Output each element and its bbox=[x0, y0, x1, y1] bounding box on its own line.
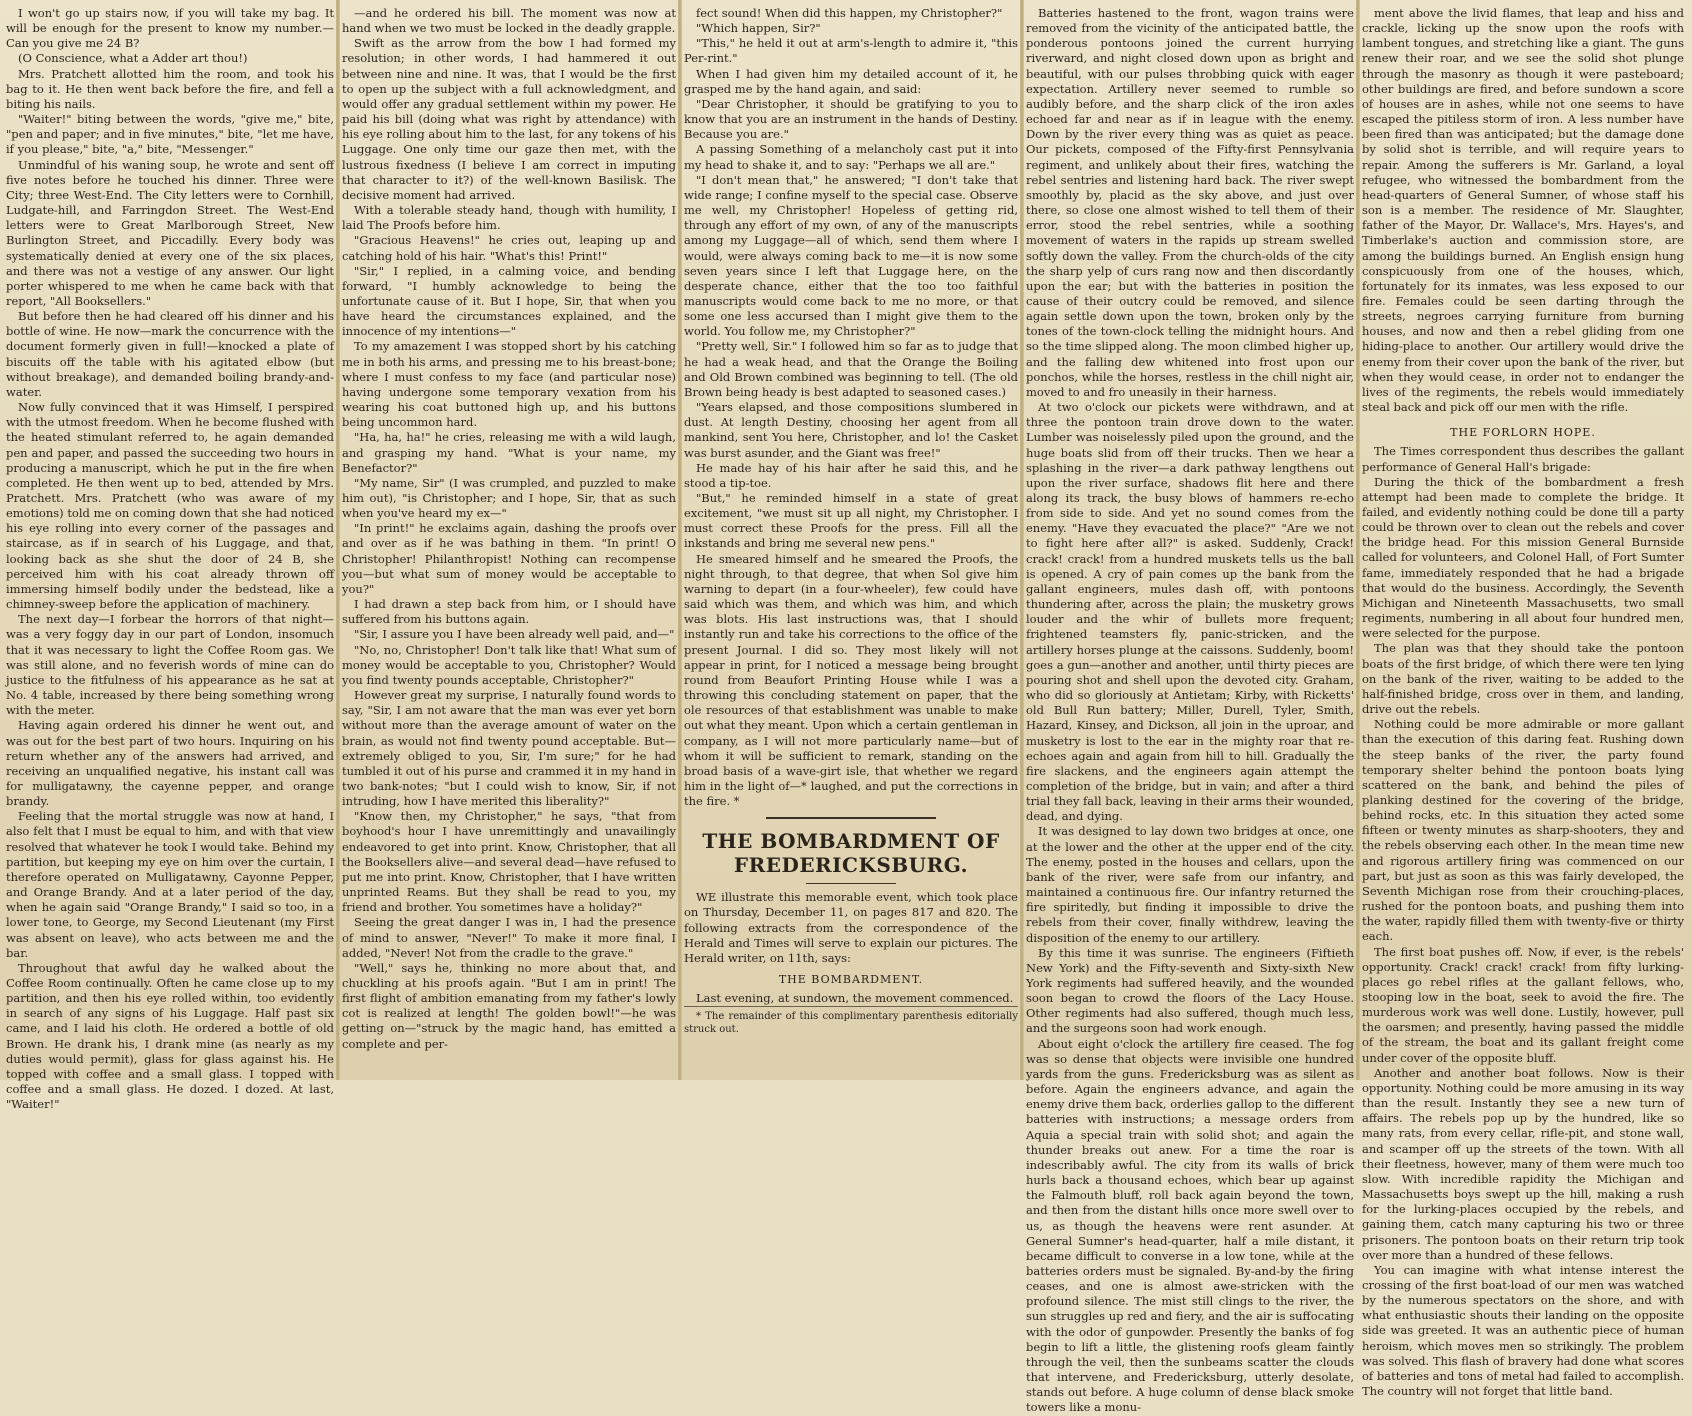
column-3 bbox=[684, 6, 1018, 1076]
paragraph: Seeing the great danger I was in, I had the presence of mind to answer, "Never!" To make it more final, I added, "Never! Not from the cradle to the grave." bbox=[342, 915, 676, 960]
article-heading: THE BOMBARDMENT OF FREDERICKSBURG. bbox=[702, 829, 1000, 878]
paragraph: Another and another boat follows. Now is their opportunity. Nothing could be more amusing in its way than the result. Instantly they see a new turn of affairs. The rebels pop up by the hundred, like so many rats, from every cellar, rifle-pit, and stone wall, and scamper off up the streets of the town. With all their fleetness, however, many of them were much too slow. With incredible rapidity the Michigan and Massachusetts boys swept up the hill, making a rush for the lurking-places occupied by the rebels, and gaining them, catch many capturing his two or three prisoners. The pontoon boats on their return trip took over more than a hundred of these fellows. bbox=[1362, 1065, 1684, 1262]
section-heading: THE FORLORN HOPE. bbox=[1450, 426, 1596, 440]
section-rule bbox=[806, 883, 896, 884]
paragraph: "Years elapsed, and those compositions slumbered in dust. At length Destiny, choosing her agent from all mankind, sent You here, Christopher, and lo! the Casket was burst asunder, and the Giant was free!" bbox=[684, 400, 1018, 460]
paragraph: "My name, Sir" (I was crumpled, and puzzled to make him out), "is Christopher; and I hope, Sir, that as such when you've heard my ex—" bbox=[342, 475, 676, 521]
paragraph: The Times correspondent thus describes the gallant performance of General Hall's brigade: bbox=[1362, 444, 1684, 474]
paragraph: "Gracious Heavens!" he cries out, leaping up and catching hold of his hair. "What's this! Print!" bbox=[342, 233, 676, 263]
column-5-top bbox=[1362, 6, 1684, 415]
paragraph: Swift as the arrow from the bow I had formed my resolution; in other words, I had hammered it out between nine and nine. It was, that I would be the first to open up the subject with a full acknowledgment, and would offer any gradual settlement within my power. He paid his bill (doing what was right by attendance) with his eye rolling about him to the last, for any tokens of his Luggage. One only time our gaze then met, with the lustrous fixedness (I believe I am correct in imputing that character to it?) of the well-known Basilisk. The decisive moment had arrived. bbox=[342, 36, 676, 202]
paragraph: I had drawn a step back from him, or I should have suffered from his buttons again. bbox=[342, 597, 676, 627]
paragraph: ment above the livid flames, that leap and hiss and crackle, licking up the snow upon the roofs with lambent tongues, and stretching like a giant. The guns renew their roar, and we see the solid shot plunge through the masonry as though it were pasteboard; other buildings are fired, and before sundown a score of houses are in ashes, while not one seems to have escaped the pitiless storm of iron. A less number have been fired than was anticipated; but the damage done by solid shot is terrible, and will require years to repair. Among the sufferers is Mr. Garland, a loyal refugee, who witnessed the bombardment from the head-quarters of General Sumner, of whose staff his son is a member. The residence of Mr. Slaughter, father of the Mayor, Dr. Wallace's, Mrs. Hayes's, and Timberlake's auction and commission store, are among the buildings burned. An English ensign hung conspicuously from one of the houses, which, fortunately for its inmates, was less exposed to our fire. Females could be seen darting through the streets, negroes carrying furniture from burning houses, and now and then a rebel gliding from one hiding-place to another. Our artillery would drive the enemy from their cover upon the bank of the river, but when they would cease, in order not to endanger the lives of the regiments, the rebels would immediately steal back and pick off our men with the rifle. bbox=[1362, 6, 1684, 415]
paragraph: "This," he held it out at arm's-length to admire it, "this Per-rint." bbox=[684, 36, 1018, 66]
section-rule bbox=[766, 817, 936, 819]
article-first-line: Last evening, at sundown, the movement commenced. bbox=[696, 991, 1014, 1006]
paragraph: (O Conscience, what a Adder art thou!) bbox=[18, 51, 248, 66]
paragraph: Unmindful of his waning soup, he wrote and sent off five notes before he touched his dinner. Three were City; three West-End. The City letters were to Cornhill, Ludgate-hill, and Farringdon Street. The West-End letters were to Great Marlborough Street, New Burlington Street, and Piccadilly. Every body was systematically denied at every one of the six places, and there was not a vestige of any answer. Our light porter whispered to me when he came back with that report, "All Booksellers." bbox=[6, 157, 334, 308]
paragraph: "Ha, ha, ha!" he cries, releasing me with a wild laugh, and grasping my hand. "What is your name, my Benefactor?" bbox=[342, 430, 676, 475]
paragraph: "Well," says he, thinking no more about that, and chuckling at his proofs again. "But I am in print! The first flight of ambition emanating from my father's lowly cot is realized at length! The golden bowl!"—he was getting on—"struck by the magic hand, has emitted a complete and per- bbox=[342, 960, 676, 1051]
paragraph: "Sir," I replied, in a calming voice, and bending forward, "I humbly acknowledge to being the unfortunate cause of it. But I hope, Sir, that when you have heard the circumstances explained, and the innocence of my intentions—" bbox=[342, 263, 676, 339]
column-5-bottom bbox=[1362, 444, 1684, 1399]
paragraph: Feeling that the mortal struggle was now at hand, I also felt that I must be equal to him, and with that view resolved that whatever he took I would take. Behind my partition, but keeping my eye on him over the curtain, I therefore operated on Mulligatawny, Cayonne Pepper, and Orange Brandy. And at a later period of the day, when he again said "Orange Brandy," I said so too, in a lower tone, to George, my Second Lieutenant (my First was absent on leave), who acts between me and the bar. bbox=[6, 809, 334, 960]
paragraph: Batteries hastened to the front, wagon trains were removed from the vicinity of the anticipated battle, the ponderous pontoons joined the current hurrying riverward, and night closed down upon as bright and beautiful, with our pulses throbbing quick with eager expectation. Artillery never seemed to rumble so audibly before, and the sharp click of the iron axles echoed far and near as if in league with the enemy. Down by the river every thing was as quiet as peace. Our pickets, composed of the Fifty-first Pennsylvania regiment, and unlikely about their fires, watching the rebel sentries and listening hard back. The river swept smoothly by, placid as the sky above, and just over there, so close one almost wished to tell them of their error, stood the rebel sentries, while a soothing movement of waters in the rapids up stream swelled softly down the valley. From the church-olds of the city the sharp yelp of curs rang now and then discordantly upon the ear; but with the batteries in position the cause of their outcry could be removed, and silence again settle down upon the town, broken only by the tones of the town-clock telling the midnight hours. And so the time slipped along. The moon climbed higher up, and the falling dew whitened into frost upon our ponchos, while the horses, restless in the chill night air, moved to and fro uneasily in their harness. bbox=[1026, 6, 1354, 399]
column-divider bbox=[1356, 0, 1360, 1080]
paragraph: Now fully convinced that it was Himself, I perspired with the utmost freedom. When he become flushed with the heated stimulant referred to, he again demanded pen and paper, and passed the succeeding two hours in producing a manuscript, which he put in the fire when completed. He then went up to bed, attended by Mrs. Pratchett. Mrs. Pratchett (who was aware of my emotions) told me on coming down that she had noticed his eye rolling into every corner of the passages and staircase, as if in search of his Luggage, and that, looking back as she shut the door of 24 B, she perceived him with his coat already thrown off immersing himself bodily under the bedstead, like a chimney-sweep before the application of machinery. bbox=[6, 400, 334, 612]
column-divider bbox=[678, 0, 682, 1080]
column-3-story bbox=[684, 6, 1018, 809]
paragraph: "But," he reminded himself in a state of great excitement, "we must sit up all night, my Christopher. I must correct these Proofs for the press. Fill all the inkstands and bring me several new pens." bbox=[684, 491, 1018, 551]
paragraph: "Know then, my Christopher," he says, "that from boyhood's hour I have unremittingly and unavailingly endeavored to get into print. Know, Christopher, that all the Booksellers alive—and several dead—have refused to put me into print. Know, Christopher, that I have written unprinted Reams. But they shall be read to you, my friend and brother. You sometimes have a holiday?" bbox=[342, 809, 677, 915]
paragraph: "Pretty well, Sir." I followed him so far as to judge that he had a weak head, and that the Orange the Boiling and Old Brown combined was beginning to tell. (The old Brown being heady is best adapted to seasoned cases.) bbox=[684, 339, 1018, 399]
column-2 bbox=[342, 6, 676, 1076]
paragraph: fect sound! When did this happen, my Christopher?" bbox=[696, 6, 1003, 20]
paragraph: During the thick of the bombardment a fresh attempt had been made to complete the bridge. It failed, and evidently nothing could be done till a party could be thrown over to clean out the rebels and cover the bridge head. For this mission General Burnside called for volunteers, and Colonel Hall, of Fort Sumter fame, immediately responded that he had a brigade that would do the business. Accordingly, the Seventh Michigan and Nineteenth Massachusetts, two small regiments, numbering in all about four hundred men, were selected for the purpose. bbox=[1362, 474, 1684, 641]
paragraph: "I don't mean that," he answered; "I don't take that wide range; I confine myself to the special case. Observe me well, my Christopher! Hopeless of getting rid, through any effort of my own, of any of the manuscripts among my Luggage—all of which, send them where I would, were always coming back to me—it is now some seven years since I left that Luggage here, on the desperate chance, either that the too too faithful manuscripts would come back to me no more, or that some one less accursed than I might give them to the world. You follow me, my Christopher?" bbox=[684, 172, 1018, 339]
paragraph: Mrs. Pratchett allotted him the room, and took his bag to it. He then went back before the fire, and fell a biting his nails. bbox=[6, 66, 334, 111]
column-1 bbox=[6, 6, 334, 1112]
paragraph: "No, no, Christopher! Don't talk like that! What sum of money would be acceptable to you, Christopher? Would you find twenty pounds acceptable, Christopher?" bbox=[342, 642, 676, 687]
paragraph: Throughout that awful day he walked about the Coffee Room continually. Often he came close up to my partition, and then his eye rolled within, too evidently in search of any signs of his Luggage. Half past six came, and I laid his cloth. He ordered a bottle of old Brown. He drank his, I drank mine (as nearly as my duties would permit), glass for glass against his. He topped with coffee and a small glass. I topped with coffee and a small glass. He dozed. I dozed. At last, "Waiter!" bbox=[6, 960, 334, 1112]
paragraph: However great my surprise, I naturally found words to say, "Sir, I am not aware that the man was ever yet born without more than the average amount of water on the brain, as would not find twenty pound acceptable. But—extremely obliged to you, Sir, I'm sure;" for he had tumbled it out of his purse and crammed it in my hand in two bank-notes; "but I could wish to know, Sir, if not intruding, how I have merited this liberality?" bbox=[342, 688, 676, 809]
paragraph: —and he ordered his bill. The moment was now at hand when we two must be locked in the deadly grapple. bbox=[342, 6, 676, 36]
column-divider bbox=[336, 0, 340, 1080]
paragraph: He smeared himself and he smeared the Proofs, the night through, to that degree, that when Sol give him warning to depart (in a four-wheeler), few could have said which was them, and which was him, and which was blots. His last instructions was, that I should instantly run and take his corrections to the office of the present Journal. I did so. They most likely will not appear in print, for I noticed a message being brought round from Beaufort Printing House while I was a throwing this concluding statement on paper, that the ole resources of that establishment was unable to make out what they meant. Upon which a certain gentleman in company, as I will not more particularly name—but of whom it will be sufficient to remark, standing on the broad basis of a wave-girt isle, that whether we regard him in the light of—* laughed, and put the corrections in the fire. * bbox=[684, 551, 1018, 809]
paragraph: He made hay of his hair after he said this, and he stood a tip-toe. bbox=[684, 460, 1018, 490]
paragraph: "Dear Christopher, it should be gratifying to you to know that you are an instrument in the hands of Destiny. Because you are." bbox=[684, 96, 1018, 142]
column-5 bbox=[1362, 6, 1684, 1399]
article-subheading: THE BOMBARDMENT. bbox=[778, 973, 924, 987]
paragraph: "Waiter!" biting between the words, "give me," bite, "pen and paper; and in five minutes," bite, "let me have, if you please," bite, "a," bite, "Messenger." bbox=[6, 112, 334, 157]
column-4 bbox=[1026, 6, 1354, 1415]
paragraph: It was designed to lay down two bridges at once, one at the lower and the other at the upper end of the city. The enemy, posted in the houses and cellars, upon the bank of the river, were safe from our infantry, and maintained a continuous fire. Our infantry returned the fire spiritedly, but finding it impossible to drive the rebels from their cover, finally withdrew, leaving the disposition of the enemy to our artillery. bbox=[1026, 824, 1354, 945]
paragraph: Having again ordered his dinner he went out, and was out for the best part of two hours. Inquiring on his return whether any of the answers had arrived, and receiving an unqualified negative, his instant call was for mulligatawny, the cayenne pepper, and orange brandy. bbox=[6, 718, 334, 809]
paragraph: About eight o'clock the artillery fire ceased. The fog was so dense that objects were invisible one hundred yards from the guns. Fredericksburg was as silent as before. Again the engineers advance, and again the enemy drive them back, orderlies gallop to the different batteries with instructions; a message orders from Aquia a special train with solid shot; and again the thunder breaks out anew. For a time the roar is indescribably awful. The city from its walls of brick hurls back a thousand echoes, which bear up against the Falmouth bluff, roll back again beyond the town, and then from the distant hills once more swell over to us, as though the heavens were rent asunder. At General Sumner's head-quarter, half a mile distant, it became difficult to converse in a low tone, while at the batteries orders must be signaled. By-and-by the firing ceases, and one is almost awe-stricken with the profound silence. The mist still clings to the river, the sun struggles up red and fiery, and the air is suffocating with the odor of gunpowder. Presently the banks of fog begin to lift a little, the glistening roofs gleam faintly through the veil, then the sunbeams scatter the clouds that intervene, and Fredericksburg, utterly desolate, stands out before. A huge column of dense black smoke towers like a monu- bbox=[1026, 1036, 1354, 1415]
paragraph: The plan was that they should take the pontoon boats of the first bridge, of which there were ten lying on the bank of the river, waiting to be added to the half-finished bridge, cross over in them, and landing, drive out the rebels. bbox=[1362, 641, 1684, 717]
paragraph: The first boat pushes off. Now, if ever, is the rebels' opportunity. Crack! crack! crack! from fifty lurking-places go rebel rifles at the gallant fellows, who, stooping low in the boat, seek to avoid the fire. The murderous work was well done. Lustily, however, pull the oarsmen; and presently, having passed the middle of the stream, the boat and its gallant freight come under cover of the opposite bluff. bbox=[1362, 944, 1684, 1065]
paragraph: You can imagine with what intense interest the crossing of the first boat-load of our men was watched by the numerous spectators on the shore, and with what enthusiastic shouts their landing on the opposite side was greeted. It was an authentic piece of human heroism, which moves men so strikingly. The problem was solved. This flash of bravery had done what scores of batteries and tons of metal had failed to accomplish. The country will not forget that little band. bbox=[1362, 1262, 1684, 1399]
column-divider bbox=[1020, 0, 1024, 1080]
paragraph: By this time it was sunrise. The engineers (Fiftieth New York) and the Fifty-seventh and Sixty-sixth New York regiments had suffered heavily, and the wounded soon began to crowd the floors of the Lacy House. Other regiments had also suffered, though much less, and the surgeons soon had work enough. bbox=[1026, 945, 1354, 1036]
paragraph: "In print!" he exclaims again, dashing the proofs over and over as if he was bathing in them. "In print! O Christopher! Philanthropist! Nothing can recompense you—but what sum of money would be acceptable to you?" bbox=[342, 521, 676, 596]
footnote: * The remainder of this complimentary parenthesis editorially struck out. bbox=[684, 1006, 1018, 1036]
paragraph: To my amazement I was stopped short by his catching me in both his arms, and pressing me to his breast-bone; where I must confess to my face (and particular nose) having undergone some temporary vexation from his wearing his coat buttoned high up, and his buttons being uncommon hard. bbox=[342, 339, 676, 430]
paragraph: With a tolerable steady hand, though with humility, I laid The Proofs before him. bbox=[342, 203, 676, 233]
paragraph: At two o'clock our pickets were withdrawn, and at three the pontoon train drove down to the water. Lumber was noiselessly piled upon the ground, and the huge boats slid from off their trucks. Then we hear a splashing in the river—a dark pathway lengthens out upon the river surface, shadows flit here and there along its track, the busy blows of hammers re-echo from side to side. And yet no sound comes from the enemy. "Have they evacuated the place?" "Are we not to fight here after all?" is asked. Suddenly, Crack! crack! crack! from a hundred muskets tells us the ball is opened. A cry of pain comes up the bank from the gallant engineers, mules dash off, with pontoons thundering after, across the plain; the musketry grows louder and the whir of bullets more frequent; frightened teamsters fly, panic-stricken, and the artillery horses plunge at the caissons. Suddenly, boom! goes a gun—another and another, until thirty pieces are pouring shot and shell upon the devoted city. Graham, who did so gloriously at Antietam; Kirby, with Ricketts' old Bull Run battery; Miller, Durell, Tyler, Smith, Hazard, Kinsey, and Dickson, all join in the uproar, and musketry is lost to the ear in the mighty roar that re-echoes again and again from hill to hill. Gradually the fire slackens, and the engineers again attempt the completion of the bridge, but in vain; and after a third trial they fall back, leaving in their arms their wounded, dead, and dying. bbox=[1026, 400, 1354, 824]
paragraph: A passing Something of a melancholy cast put it into my head to shake it, and to say: "Perhaps we all are." bbox=[684, 142, 1018, 172]
paragraph: The next day—I forbear the horrors of that night—was a very foggy day in our part of London, insomuch that it was necessary to light the Coffee Room gas. We was still alone, and no feverish words of mine can do justice to the fitfulness of his appearance as he sat at No. 4 table, increased by there being something wrong with the meter. bbox=[6, 612, 334, 718]
paragraph: Nothing could be more admirable or more gallant than the execution of this daring feat. Rushing down the steep banks of the river, the party found temporary shelter behind the pontoon boats lying scattered on the bank, and behind the piles of planking destined for the covering of the bridge, behind rocks, etc. In this situation they acted some fifteen or twenty minutes as sharp-shooters, they and the rebels observing each other. In the mean time new and rigorous artillery firing was commenced on our part, but just as soon as this was fairly developed, the Seventh Michigan rose from their crouching-places, rushed for the pontoon boats, and pushing them into the water, rapidly filled them with twenty-five or thirty each. bbox=[1362, 717, 1684, 944]
paragraph: When I had given him my detailed account of it, he grasped me by the hand again, and said: bbox=[684, 66, 1018, 96]
paragraph: But before then he had cleared off his dinner and his bottle of wine. He now—mark the concurrence with the document formerly given in full!—knocked a plate of biscuits off the table with his agitated elbow (but without breakage), and demanded boiling brandy-and-water. bbox=[6, 309, 334, 399]
paragraph: "Sir, I assure you I have been already well paid, and—" bbox=[354, 627, 675, 642]
paragraph: I won't go up stairs now, if you will take my bag. It will be enough for the present to know my number.—Can you give me 24 B? bbox=[6, 6, 334, 51]
paragraph: "Which happen, Sir?" bbox=[696, 21, 821, 36]
article-intro: WE illustrate this memorable event, which took place on Thursday, December 11, on pages 817 and 820. The following extracts from the correspondence of the Herald and Times will serve to explain our pictures. The Herald writer, on 11th, says: bbox=[684, 890, 1018, 965]
